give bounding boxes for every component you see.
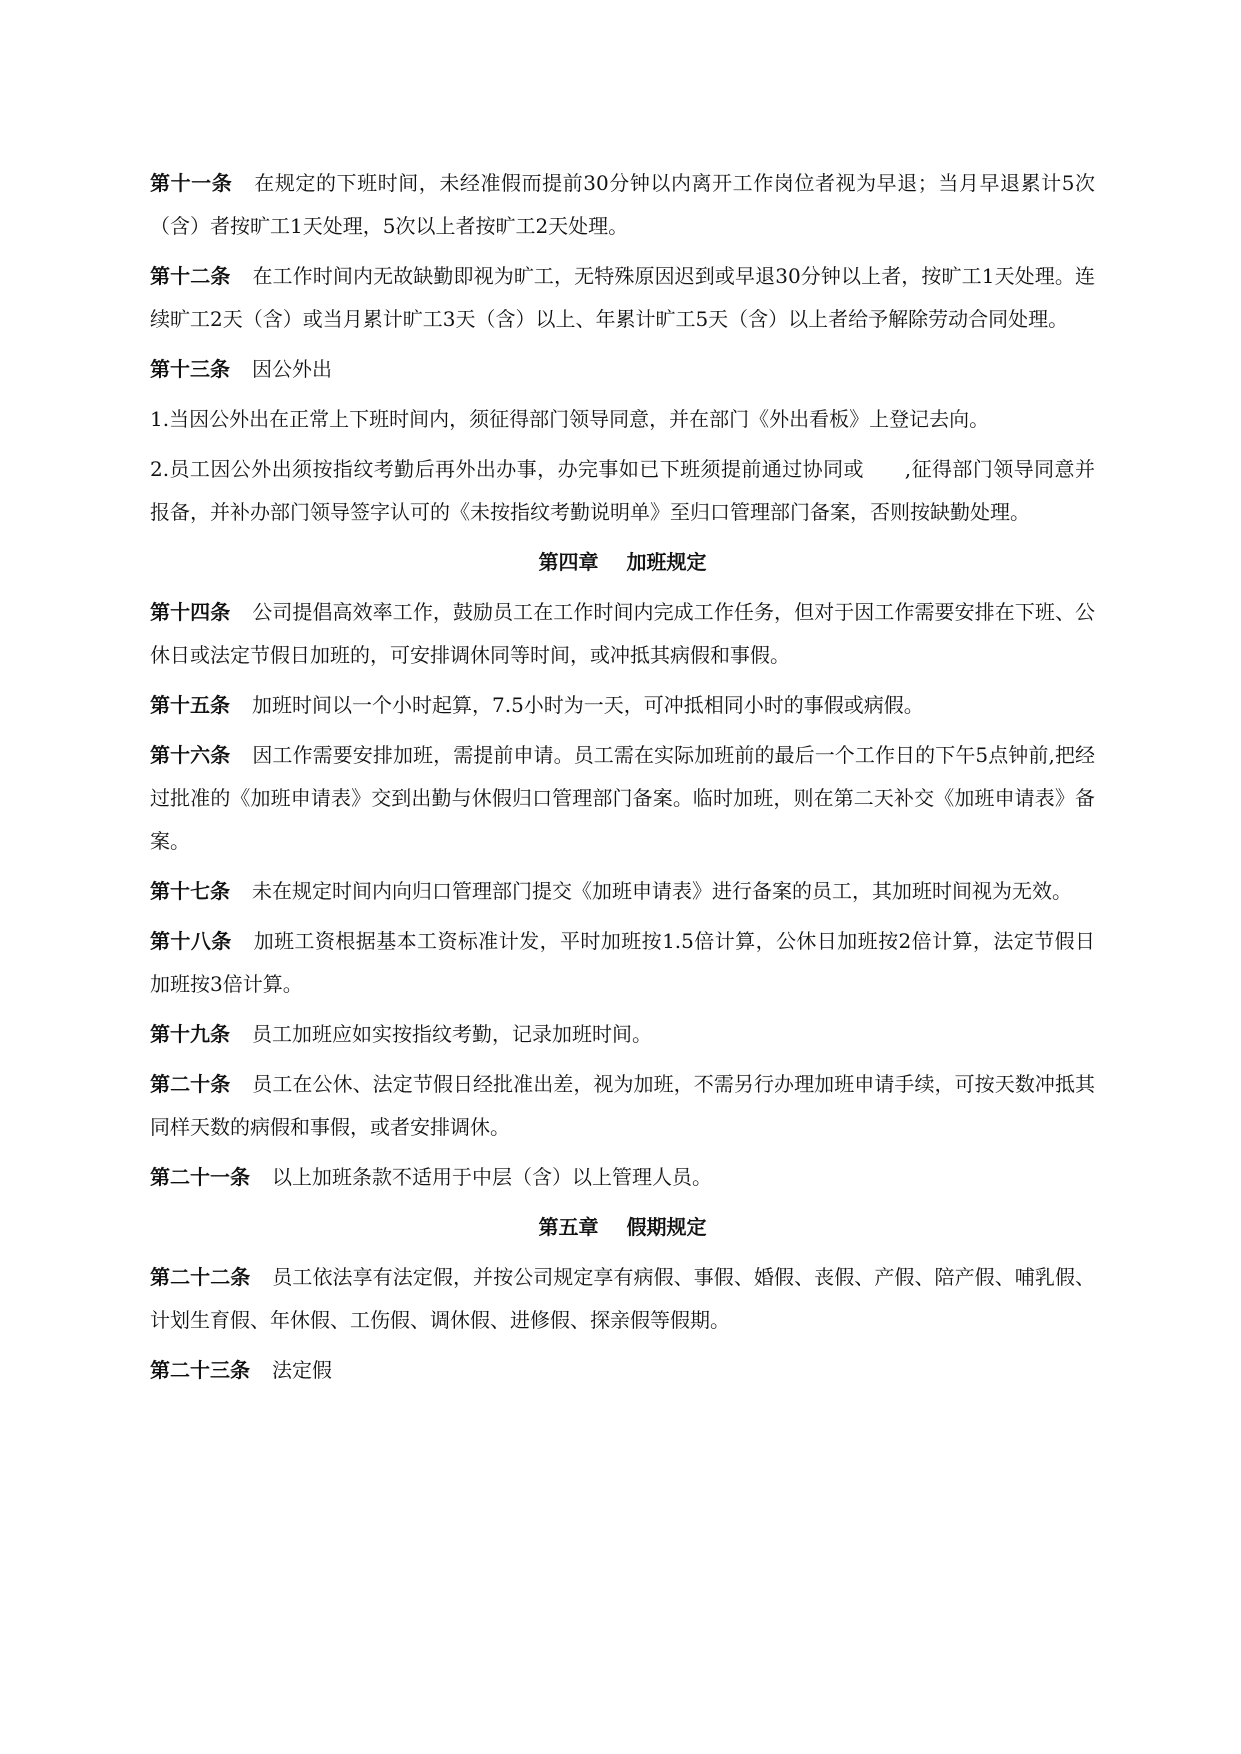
article-text: 加班时间以一个小时起算，7.5小时为一天，可冲抵相同小时的事假或病假。 [252,693,924,717]
article-text: 在工作时间内无故缺勤即视为旷工，无特殊原因迟到或早退30分钟以上者，按旷工1天处理。连续旷工2天（含）或当月累计旷工3天（含）以上、年累计旷工5天（含）以上者给予解除劳动合同处理。 [150,264,1095,331]
article-number: 第十六条 [150,743,231,767]
article-text: 因公外出 [252,357,332,381]
chapter-title: 假期规定 [626,1215,707,1239]
article-number: 第二十一条 [150,1165,250,1189]
chapter-5-heading [150,1206,1095,1249]
article-number: 第二十三条 [150,1358,250,1382]
article-number: 第十四条 [150,600,231,624]
article-text: 员工在公休、法定节假日经批准出差，视为加班，不需另行办理加班申请手续，可按天数冲抵其同样天数的病假和事假，或者安排调休。 [150,1072,1096,1139]
article-15 [150,684,1095,727]
article-number: 第二十二条 [150,1265,251,1289]
document-page [150,162,1095,1399]
article-text: 公司提倡高效率工作，鼓励员工在工作时间内完成工作任务，但对于因工作需要安排在下班、公休日或法定节假日加班的，可安排调休同等时间，或冲抵其病假和事假。 [150,600,1096,667]
chapter-title: 加班规定 [626,550,707,574]
article-14 [150,591,1095,677]
list-item-2: 2.员工因公外出须按指纹考勤后再外出办事，办完事如已下班须提前通过协同或 ,征得部门领导同意并报备，并补办部门领导签字认可的《未按指纹考勤说明单》至归口管理部门备案，否则按缺勤处理。 [150,457,1095,524]
article-23 [150,1349,1095,1392]
article-11 [150,162,1095,248]
article-20 [150,1063,1095,1149]
article-19 [150,1013,1095,1056]
article-12 [150,255,1095,341]
article-text: 法定假 [272,1358,332,1382]
list-item-1: 1.当因公外出在正常上下班时间内，须征得部门领导同意，并在部门《外出看板》上登记去向。 [150,407,990,431]
article-number: 第十三条 [150,357,230,381]
chapter-number: 第五章 [538,1215,599,1239]
article-number: 第十二条 [150,264,231,288]
article-text: 员工依法享有法定假，并按公司规定享有病假、事假、婚假、丧假、产假、陪产假、哺乳假、计划生育假、年休假、工伤假、调休假、进修假、探亲假等假期。 [150,1265,1096,1332]
chapter-4-heading [150,541,1095,584]
article-text: 未在规定时间内向归口管理部门提交《加班申请表》进行备案的员工，其加班时间视为无效。 [252,879,1072,903]
article-text: 加班工资根据基本工资标准计发，平时加班按1.5倍计算，公休日加班按2倍计算，法定节假日加班按3倍计算。 [150,929,1096,996]
article-number: 第十七条 [150,879,230,903]
article-number: 第十一条 [150,171,233,195]
article-number: 第二十条 [150,1072,231,1096]
article-18 [150,920,1095,1006]
article-22 [150,1256,1095,1342]
chapter-number: 第四章 [538,550,599,574]
article-text: 以上加班条款不适用于中层（含）以上管理人员。 [272,1165,712,1189]
article-13 [150,348,1095,391]
article-text: 因工作需要安排加班，需提前申请。员工需在实际加班前的最后一个工作日的下午5点钟前,把经过批准的《加班申请表》交到出勤与休假归口管理部门备案。临时加班，则在第二天补交《加班申请表》备案。 [150,743,1095,853]
article-16 [150,734,1095,863]
article-21 [150,1156,1095,1199]
article-number: 第十五条 [150,693,230,717]
article-number: 第十九条 [150,1022,230,1046]
article-text: 在规定的下班时间，未经准假而提前30分钟以内离开工作岗位者视为早退；当月早退累计5次（含）者按旷工1天处理，5次以上者按旷工2天处理。 [150,171,1095,238]
article-17 [150,870,1095,913]
article-number: 第十八条 [150,929,232,953]
article-text: 员工加班应如实按指纹考勤，记录加班时间。 [252,1022,652,1046]
